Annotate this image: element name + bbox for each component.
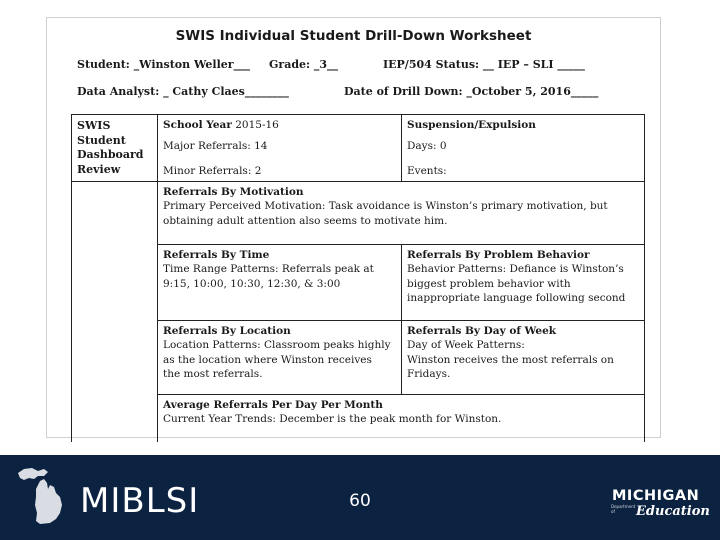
mde-logo-department: Department of [611,504,636,514]
motivation-cell [158,181,645,244]
motivation-heading: Referrals By Motivation [163,185,304,198]
motivation-body: Primary Perceived Motivation: Task avoidance is Winston’s primary motivation, but obtaining adult attention also seems to motivate him. [163,200,608,227]
problem-body-line-1: Behavior Patterns: Defiance is Winston’s [407,263,624,275]
iep-status: IEP/504 Status: __ IEP – SLI _____ [383,58,585,71]
problem-behavior-heading: Referrals By Problem Behavior [407,248,590,261]
location-cell [158,320,402,394]
mde-logo-michigan: MICHIGAN [612,488,700,504]
average-referrals-body: Current Year Trends: December is the peak month for Winston. [163,413,502,425]
school-year-value: 2015-16 [235,119,279,131]
day-of-week-cell [402,320,645,394]
problem-body-line-2: biggest problem behavior with [407,277,571,290]
drill-down-date: Date of Drill Down: _October 5, 2016_____ [344,85,599,98]
problem-behavior-cell [402,244,645,320]
dashboard-review-table [71,114,645,442]
location-body-line-2: as the location where Winston receives [163,353,372,366]
data-analyst: Data Analyst: _ Cathy Claes________ [77,85,289,98]
average-referrals-heading: Average Referrals Per Day Per Month [163,398,383,411]
school-year-cell [158,115,402,182]
worksheet-title: SWIS Individual Student Drill-Down Worksheet [175,28,532,44]
dow-body-line-1: Day of Week Patterns: [407,339,525,351]
minor-referrals: Minor Referrals: 2 [163,165,262,177]
miblsi-logo-text: MIBLSI [80,481,200,521]
side-blank [72,181,158,442]
time-heading: Referrals By Time [163,248,270,261]
major-referrals: Major Referrals: 14 [163,139,268,152]
suspension-days: Days: 0 [407,139,447,152]
dow-body-line-2: Winston receives the most referrals on [407,353,614,366]
student-name: Student: _Winston Weller___ [77,58,251,71]
school-year-label: School Year [163,119,232,131]
mde-logo-education: Education [636,504,710,519]
location-body-line-3: the most referrals. [163,368,263,380]
side-label-text: SWIS Student Dashboard Review [77,119,144,176]
page-number: 60 [349,491,371,511]
dow-body-line-3: Fridays. [407,368,451,380]
worksheet-image [46,17,661,438]
location-body-line-1: Location Patterns: Classroom peaks highly [163,339,391,351]
problem-body-line-3: inappropriate language following second [407,292,626,304]
student-grade: Grade: _3__ [269,58,339,71]
side-label [72,115,158,182]
time-body-line-2: 9:15, 10:00, 10:30, 12:30, & 3:00 [163,277,341,290]
time-cell [158,244,402,320]
location-heading: Referrals By Location [163,324,291,337]
suspension-cell [402,115,645,182]
suspension-heading: Suspension/Expulsion [407,119,536,131]
day-of-week-heading: Referrals By Day of Week [407,324,557,337]
time-body-line-1: Time Range Patterns: Referrals peak at [163,263,374,275]
suspension-events: Events: [407,165,447,177]
average-referrals-cell [158,394,645,442]
